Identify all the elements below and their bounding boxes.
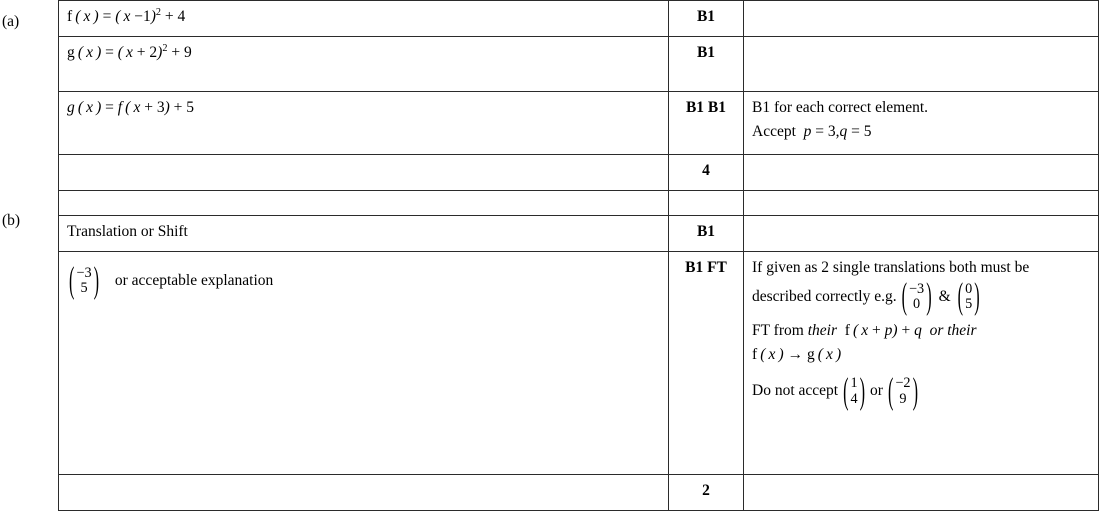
table-row bbox=[59, 91, 1099, 154]
mark-cell: B1 B1 bbox=[669, 91, 744, 154]
work-explanation: or acceptable explanation bbox=[114, 271, 274, 289]
paren-left: ( bbox=[957, 276, 964, 318]
work-cell bbox=[59, 91, 669, 154]
paren-right: ) bbox=[974, 276, 980, 318]
gap-cell bbox=[744, 190, 1099, 215]
vector-bottom: 5 bbox=[80, 280, 88, 297]
table-row bbox=[59, 36, 1099, 91]
work-cell bbox=[59, 154, 669, 190]
vector-reject-second bbox=[887, 371, 919, 412]
note-text: described correctly e.g. bbox=[752, 287, 897, 305]
vector-reject-first bbox=[842, 371, 866, 412]
mark-cell: B1 bbox=[669, 1, 744, 37]
note-map-line: f ( x ) → g ( x ) bbox=[752, 346, 842, 364]
part-label-a: (a) bbox=[2, 13, 20, 30]
math-expression-a1: f ( x ) = ( x −1)$^2$ + 4 bbox=[67, 6, 186, 25]
vector-bottom: 0 bbox=[913, 296, 921, 313]
mark-cell: B1 bbox=[669, 36, 744, 91]
vector-bottom: 9 bbox=[899, 390, 907, 407]
note-cell bbox=[744, 154, 1099, 190]
table-row-total-b bbox=[59, 474, 1099, 510]
paren-right: ) bbox=[912, 371, 918, 412]
vector-top: −3 bbox=[909, 280, 925, 297]
math-expression-a3: g ( x ) = f ( x + 3) + 5 bbox=[67, 98, 194, 116]
vector-example-second bbox=[957, 276, 981, 318]
part-label-b: (b) bbox=[2, 212, 21, 229]
note-cell bbox=[744, 36, 1099, 91]
vector-translation bbox=[68, 260, 100, 302]
gap-cell bbox=[669, 190, 744, 215]
note-text: If given as 2 single translations both must be bbox=[752, 258, 1030, 276]
work-cell bbox=[59, 474, 669, 510]
math-expression-a2: g ( x ) = ( x + 2)$^2$ + 9 bbox=[67, 42, 192, 61]
note-cell bbox=[744, 1, 1099, 37]
work-cell bbox=[59, 36, 669, 91]
note-text: Do not accept bbox=[752, 382, 839, 400]
vector-example-first bbox=[901, 276, 933, 318]
section-gap bbox=[59, 190, 1099, 215]
note-cell bbox=[744, 215, 1099, 251]
table-row bbox=[59, 1, 1099, 37]
gap-cell bbox=[59, 190, 669, 215]
table-row-total-a bbox=[59, 154, 1099, 190]
note-cell bbox=[744, 251, 1099, 474]
paren-right: ) bbox=[926, 276, 932, 318]
work-cell bbox=[59, 1, 669, 37]
note-cell bbox=[744, 91, 1099, 154]
ampersand: & bbox=[938, 287, 951, 305]
paren-left: ( bbox=[843, 371, 849, 412]
mark-cell: B1 bbox=[669, 215, 744, 251]
mark-scheme-table bbox=[58, 0, 1099, 511]
vector-top: 1 bbox=[850, 375, 858, 392]
table-row bbox=[59, 251, 1099, 474]
mark-cell: B1 FT bbox=[669, 251, 744, 474]
note-example-line bbox=[752, 276, 1090, 318]
paren-left: ( bbox=[69, 260, 75, 302]
vector-top: −2 bbox=[895, 375, 911, 392]
vector-bottom: 5 bbox=[965, 296, 973, 313]
paren-left: ( bbox=[901, 276, 908, 318]
mark-total-a: 4 bbox=[669, 154, 744, 190]
vector-top: 0 bbox=[965, 280, 973, 297]
work-cell bbox=[59, 251, 669, 474]
paren-right: ) bbox=[859, 371, 866, 412]
note-text: B1 for each correct element. bbox=[752, 98, 929, 116]
mark-total-b: 2 bbox=[669, 474, 744, 510]
note-ft-line: FT from their f ( x + p) + q or their bbox=[752, 321, 977, 339]
note-cell bbox=[744, 474, 1099, 510]
note-reject-line bbox=[752, 371, 1090, 412]
paren-right: ) bbox=[93, 260, 100, 302]
work-cell: Translation or Shift bbox=[59, 215, 669, 251]
note-text-accept: Accept p = 3,q = 5 bbox=[752, 122, 872, 140]
vector-bottom: 4 bbox=[850, 390, 858, 407]
or-text: or bbox=[870, 382, 883, 400]
table-row bbox=[59, 215, 1099, 251]
paren-left: ( bbox=[887, 371, 894, 412]
vector-top: −3 bbox=[76, 264, 92, 281]
